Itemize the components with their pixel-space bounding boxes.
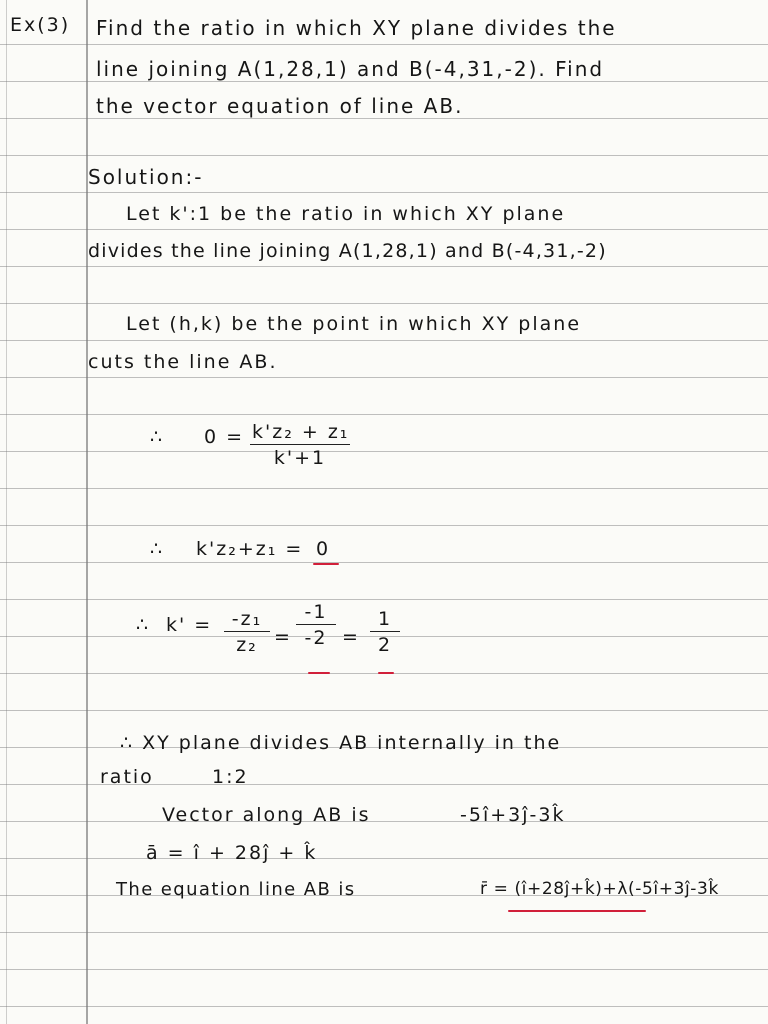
fraction-3-denominator: 2	[377, 634, 393, 656]
equals-sign: =	[274, 626, 292, 648]
equals-sign: =	[342, 626, 360, 648]
fraction-2-numerator: -1	[296, 603, 336, 625]
step1-fraction	[250, 423, 350, 468]
underline-minus-two	[308, 672, 330, 674]
therefore-symbol: ∴	[136, 614, 151, 636]
step3-lhs: k' =	[166, 614, 213, 636]
step2-lhs: k'z₂+z₁ =	[196, 538, 304, 560]
vector-along-text: Vector along AB is	[162, 804, 371, 826]
ratio-value: 1:2	[212, 766, 249, 788]
problem-line-3: the vector equation of line AB.	[96, 94, 464, 118]
fraction-3-numerator: 1	[370, 610, 400, 632]
underline-half	[378, 672, 394, 674]
fraction-2-denominator: -2	[304, 627, 328, 649]
solution-heading: Solution:-	[88, 165, 204, 189]
therefore-symbol: ∴	[150, 538, 165, 560]
step3-fraction-1	[224, 610, 270, 655]
step1-numerator: k'z₂ + z₁	[252, 421, 350, 443]
step1-lhs: 0 =	[204, 426, 245, 448]
fraction-1-denominator: z₂	[236, 634, 258, 656]
step2-rhs: 0	[316, 538, 331, 560]
conclusion-line-1: ∴ XY plane divides AB internally in the	[120, 732, 562, 754]
vector-along-value: -5î+3ĵ-3k̂	[460, 804, 566, 826]
underline-position-vector	[508, 910, 646, 912]
point-line-2: cuts the line AB.	[88, 351, 278, 373]
step3-fraction-3	[370, 610, 400, 655]
underline-zero	[313, 563, 339, 565]
margin-line	[86, 0, 88, 1024]
therefore-symbol: ∴	[150, 426, 165, 448]
problem-line-1: Find the ratio in which XY plane divides the	[96, 16, 617, 40]
example-label: Ex(3)	[10, 14, 71, 36]
a-vector: ā = î + 28ĵ + k̂	[146, 842, 318, 864]
ratio-word: ratio	[100, 766, 154, 788]
point-line-1: Let (h,k) be the point in which XY plane	[126, 313, 582, 335]
page-edge-line	[6, 0, 7, 1024]
intro-line-1: Let k':1 be the ratio in which XY plane	[126, 203, 566, 225]
equation-text: The equation line AB is	[116, 879, 356, 900]
step1-denominator: k'+1	[273, 447, 327, 469]
step3-fraction-2	[296, 603, 336, 648]
intro-line-2: divides the line joining A(1,28,1) and B(-4,31,-2)	[88, 240, 607, 262]
fraction-1-numerator: -z₁	[224, 610, 270, 632]
problem-line-2: line joining A(1,28,1) and B(-4,31,-2). Find	[96, 57, 605, 81]
equation-value: r̄ = (î+28ĵ+k̂)+λ(-5î+3ĵ-3k̂	[480, 879, 719, 899]
